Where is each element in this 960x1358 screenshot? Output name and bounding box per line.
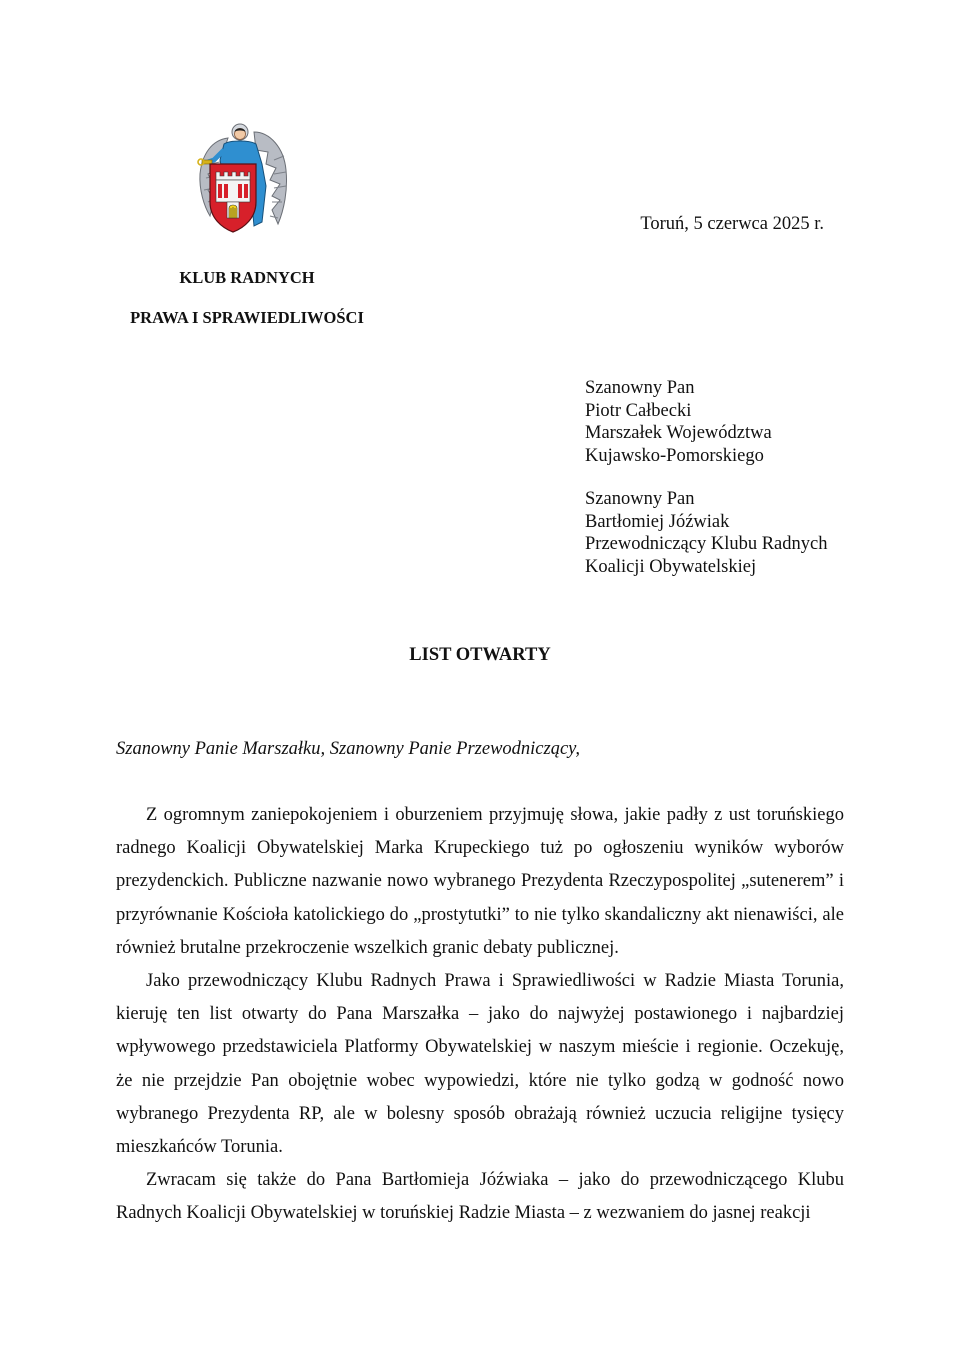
recipient-block: [585, 488, 827, 578]
recipient-title: Koalicji Obywatelskiej: [585, 556, 757, 577]
recipient-title: Marszałek Województwa: [585, 423, 772, 443]
sender-org-line2: PRAWA I SPRAWIEDLIWOŚCI: [130, 308, 364, 327]
recipient-greeting: Szanowny Pan: [585, 378, 695, 398]
coat-of-arms-icon: [194, 120, 290, 236]
body-paragraph: Zwracam się także do Pana Bartłomieja Jóźwiaka – jako do przewodniczącego Klubu Radnych Koalicji Obywatelskiej w toruńskiej Radzie Miasta – z wezwaniem do jasnej reakcji: [116, 1170, 844, 1224]
sender-org-line1: KLUB RADNYCH: [179, 268, 315, 287]
recipient-block: [585, 377, 772, 467]
salutation: Szanowny Panie Marszałku, Szanowny Panie Przewodniczący,: [116, 739, 580, 759]
recipient-name: Bartłomiej Jóźwiak: [585, 511, 730, 532]
recipient-greeting: Szanowny Pan: [585, 489, 695, 509]
recipient-title: Przewodniczący Klubu Radnych: [585, 534, 828, 554]
body-paragraph: Z ogromnym zaniepokojeniem i oburzeniem przyjmuję słowa, jakie padły z ust toruńskiego radnego Koalicji Obywatelskiej Marka Krupeckiego tuż po ogłoszeniu wyników wyborów prezydenckich. Publiczne nazwanie nowo wybranego Prezydenta Rzeczypospolitej „sutenerem” i przyrównanie Kościoła katolickiego do „prostytutki” to nie tylko skandaliczny akt nienawiści, ale również brutalne przekroczenie wszelkich granic debaty publicznej.: [116, 805, 844, 958]
recipient-name: Piotr Całbecki: [585, 400, 692, 421]
document-title: LIST OTWARTY: [409, 645, 551, 665]
body-paragraph: Jako przewodniczący Klubu Radnych Prawa i Sprawiedliwości w Radzie Miasta Torunia, kieruję ten list otwarty do Pana Marszałka – jako do najwyżej postawionego i najbardziej wpływowego przedstawiciela Platformy Obywatelskiej w naszym mieście i regionie. Oczekuję, że nie przejdzie Pan obojętnie wobec wypowiedzi, które nie tylko godzą w godność nowo wybranego Prezydenta RP, ale w bolesny sposób obrażają również uczucia religijne tysięcy mieszkańców Torunia.: [116, 971, 844, 1158]
letter-body: [116, 799, 844, 1231]
letter-date: Toruń, 5 czerwca 2025 r.: [640, 214, 824, 234]
recipient-title: Kujawsko-Pomorskiego: [585, 445, 764, 466]
